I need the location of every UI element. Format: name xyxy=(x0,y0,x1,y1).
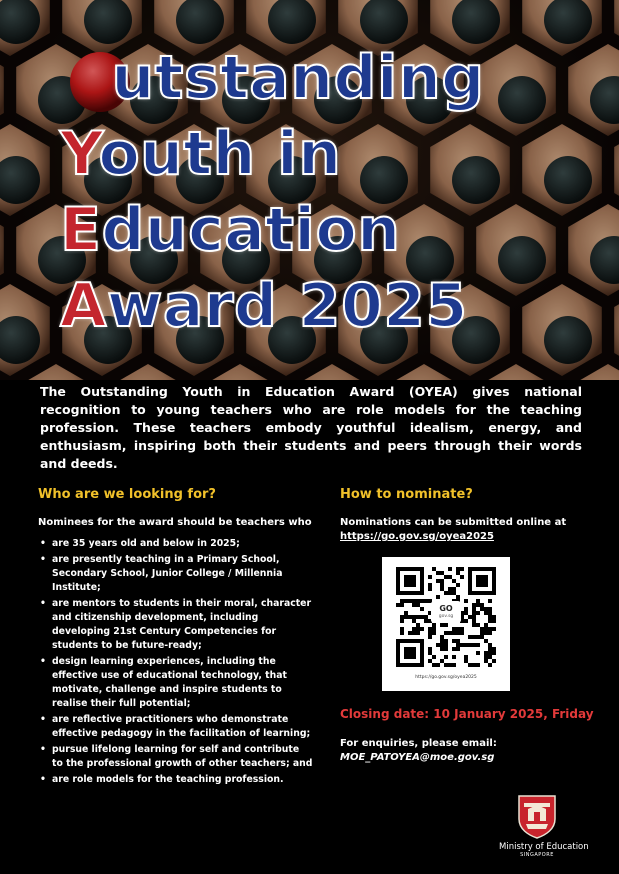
nominate-text: Nominations can be submitted online at https://go.gov.sg/oyea2025 xyxy=(340,517,567,542)
criteria-lead: Nominees for the award should be teachers who xyxy=(38,517,312,528)
moe-crest-icon xyxy=(516,793,558,839)
nominate-heading: How to nominate? xyxy=(340,487,473,502)
qr-caption: https://go.gov.sg/oyea2025 xyxy=(415,675,477,680)
go-gov-badge: GO gov.sg xyxy=(431,601,461,623)
criteria-item: • design learning experiences, including the effective use of educational technology, that motivate, challenge and inspire students to realise their full potential; xyxy=(38,655,313,711)
criteria-item: • are presently teaching in a Primary School, Secondary School, Junior College / Millennia Institute; xyxy=(38,553,313,595)
nomination-link[interactable]: https://go.gov.sg/oyea2025 xyxy=(340,531,494,542)
criteria-list xyxy=(38,537,313,787)
criteria-item: • are mentors to students in their moral, character and citizenship development, including developing 21st Century Competencies for students to be future-ready; xyxy=(38,597,313,653)
title-line-3: Education xyxy=(60,195,401,265)
moe-logo xyxy=(499,793,589,858)
enquiries-email[interactable]: MOE_PATOYEA@moe.gov.sg xyxy=(340,752,495,763)
title-line-4: Award 2025 xyxy=(60,271,468,341)
ministry-name: Ministry of Education xyxy=(499,842,589,852)
qr-code[interactable] xyxy=(382,557,510,691)
criteria-item: • are reflective practitioners who demonstrate effective pedagogy in the facilitation of learning; xyxy=(38,713,313,741)
enquiries xyxy=(340,737,497,765)
ministry-country: SINGAPORE xyxy=(520,852,554,858)
title-line-2: Youth in xyxy=(60,119,342,189)
looking-for-section xyxy=(38,487,313,789)
criteria-item: • are role models for the teaching profession. xyxy=(38,773,313,787)
poster-title xyxy=(60,40,580,344)
criteria-item: • are 35 years old and below in 2025; xyxy=(38,537,313,551)
enquiries-label: For enquiries, please email: xyxy=(340,738,497,749)
intro-paragraph: The Outstanding Youth in Education Award (OYEA) gives national recognition to young teachers who are role models for the teaching profession. These teachers embody youthful idealism, energy, and enthusiasm, inspiring both their students and peers through their words and deeds. xyxy=(40,384,582,471)
looking-for-heading: Who are we looking for? xyxy=(38,487,216,502)
title-line-1: utstanding xyxy=(111,43,485,113)
nominate-section xyxy=(340,487,594,763)
closing-date: Closing date: 10 January 2025, Friday xyxy=(340,707,594,721)
criteria-item: • pursue lifelong learning for self and contribute to the professional growth of other teachers; and xyxy=(38,743,313,771)
